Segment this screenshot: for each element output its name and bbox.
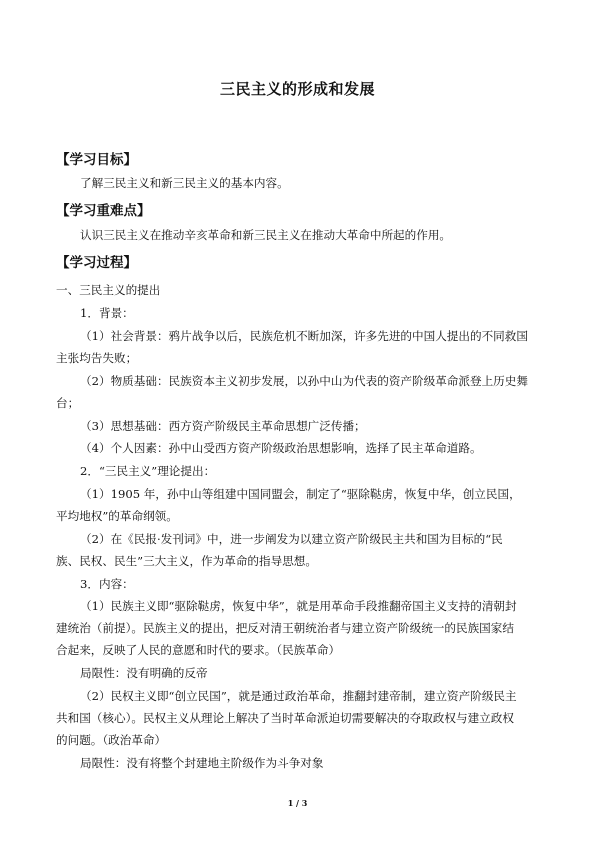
- body-line: 一、三民主义的提出: [56, 283, 161, 297]
- body-line: 合起来，反映了人民的意愿和时代的要求。（民族革命）: [56, 643, 341, 657]
- page-number: 1 / 3: [287, 798, 308, 808]
- body-line: 平均地权”的革命纲领。: [56, 509, 178, 523]
- section-heading-goals: 【学习目标】: [56, 152, 137, 168]
- body-line: 台；: [56, 396, 80, 410]
- body-line: 的问题。（政治革命）: [56, 733, 167, 747]
- body-line: 局限性：没有明确的反帝: [80, 666, 208, 680]
- body-line: 主张均告失败；: [56, 351, 138, 365]
- section-heading-key-points: 【学习重难点】: [56, 203, 151, 219]
- body-line: （4）个人因素：孙中山受西方资产阶级政治思想影响，选择了民主革命道路。: [80, 441, 482, 455]
- body-line: 1．背景：: [80, 306, 134, 320]
- body-line: 局限性：没有将整个封建地主阶级作为斗争对象: [80, 756, 324, 770]
- body-line: 共和国（核心）。民权主义从理论上解决了当时革命派迫切需要解决的夺取政权与建立政权: [56, 711, 514, 725]
- body-line: （1）社会背景：鸦片战争以后，民族危机不断加深，许多先进的中国人提出的不同救国: [80, 329, 528, 343]
- body-line: 建统治（前提）。民族主义的提出，把反对清王朝统治者与建立资产阶级统一的民族国家结: [56, 621, 514, 635]
- body-line: （2）在《民报·发刊词》中，进一步阐发为以建立资产阶级民主共和国为目标的“民: [80, 532, 503, 546]
- body-line: （3）思想基础：西方资产阶级民主革命思想广泛传播；: [80, 419, 366, 433]
- goal-text: 了解三民主义和新三民主义的基本内容。: [80, 176, 289, 190]
- body-line: 2．“三民主义”理论提出：: [80, 464, 216, 478]
- body-line: （2）民权主义即“创立民国”，就是通过政治革命，推翻封建帝制，建立资产阶级民主: [80, 689, 517, 703]
- body-line: 族、民权、民生”三大主义，作为革命的指导思想。: [56, 554, 317, 568]
- section-heading-process: 【学习过程】: [56, 255, 137, 271]
- key-points-text: 认识三民主义在推动辛亥革命和新三民主义在推动大革命中所起的作用。: [80, 228, 452, 242]
- body-line: 3．内容：: [80, 577, 134, 591]
- page-title: 三民主义的形成和发展: [219, 80, 375, 98]
- body-line: （1）1905 年，孙中山等组建中国同盟会，制定了“驱除鞑虏，恢复中华，创立民国，: [80, 487, 521, 501]
- body-line: （1）民族主义即“驱除鞑虏，恢复中华”，就是用革命手段推翻帝国主义支持的清朝封: [80, 599, 517, 613]
- body-line: （2）物质基础：民族资本主义初步发展，以孙中山为代表的资产阶级革命派登上历史舞: [80, 374, 528, 388]
